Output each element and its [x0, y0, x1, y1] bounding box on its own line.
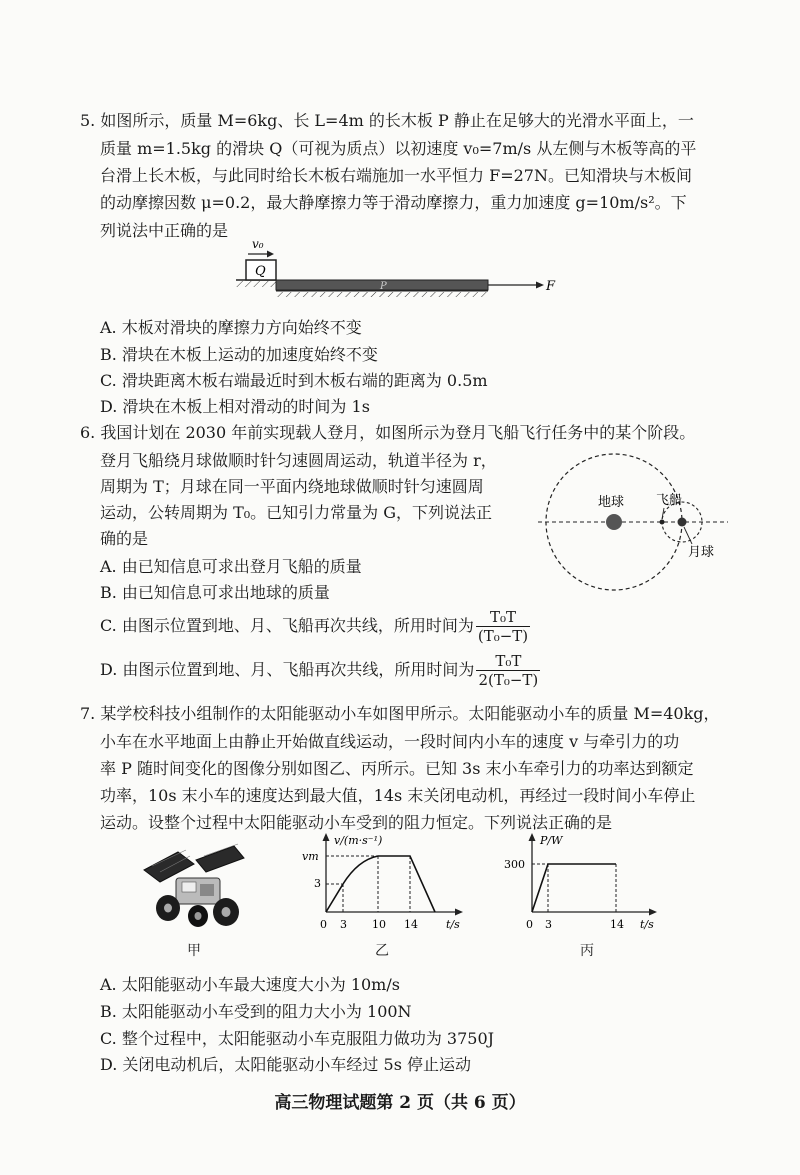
- p-graph-x0: 0: [526, 918, 533, 931]
- q6-line-5: 确的是: [100, 529, 149, 548]
- q7-line-4: 功率，10s 末小车的速度达到最大值，14s 末关闭电动机，再经过一段时间小车停止: [100, 786, 696, 805]
- q5-option-a[interactable]: A. 木板对滑块的摩擦力方向始终不变: [100, 318, 362, 337]
- v-graph-x0: 0: [320, 918, 327, 931]
- caption-yi: 乙: [375, 943, 389, 959]
- moon-label: 月球: [688, 545, 715, 560]
- q6-option-d-numerator: T₀T: [476, 652, 540, 671]
- v-graph-xlabel: t/s: [446, 918, 460, 931]
- platform-hatch: [236, 281, 276, 287]
- ship-icon: [660, 520, 665, 525]
- q5-option-b[interactable]: B. 滑块在木板上运动的加速度始终不变: [100, 345, 378, 364]
- page-footer: 高三物理试题第 2 页（共 6 页）: [274, 1093, 526, 1113]
- v0-label: v₀: [252, 237, 264, 251]
- v-graph-x14: 14: [404, 918, 418, 931]
- earth-icon: [606, 514, 622, 530]
- p-graph-curve: [532, 864, 616, 912]
- p-graph-ylabel: P/W: [540, 834, 563, 847]
- velocity-time-graph: [300, 830, 470, 940]
- v-graph-vm-label: vm: [302, 850, 319, 863]
- q7-line-3: 率 P 随时间变化的图像分别如图乙、丙所示。已知 3s 末小车牵引力的功率达到额定: [100, 759, 694, 778]
- caption-bing: 丙: [580, 943, 594, 959]
- caption-jia: 甲: [187, 943, 201, 959]
- q6-line-2: 登月飞船绕月球做顺时针匀速圆周运动，轨道半径为 r，: [100, 451, 497, 470]
- v-graph-x10: 10: [372, 918, 386, 931]
- ground-hatch: [276, 292, 488, 297]
- q7-option-c[interactable]: C. 整个过程中，太阳能驱动小车克服阻力做功为 3750J: [100, 1029, 495, 1048]
- q6-option-c[interactable]: [100, 608, 530, 645]
- q7-option-b[interactable]: B. 太阳能驱动小车受到的阻力大小为 100N: [100, 1002, 412, 1021]
- q6-option-d-fraction: [476, 652, 540, 689]
- q7-line-5: 运动。设整个过程中太阳能驱动小车受到的阻力恒定。下列说法正确的是: [100, 813, 613, 832]
- q5-line-3: 台滑上长木板，与此同时给长木板右端施加一水平恒力 F=27N。已知滑块与木板间: [100, 166, 692, 185]
- q6-option-d[interactable]: [100, 652, 540, 689]
- q7-line-2: 小车在水平地面上由静止开始做直线运动，一段时间内小车的速度 v 与牵引力的功: [100, 732, 680, 751]
- q7-line-1: 7. 某学校科技小组制作的太阳能驱动小车如图甲所示。太阳能驱动小车的质量 M=40kg，: [80, 704, 720, 723]
- moon-icon: [678, 518, 687, 527]
- block-q-label: Q: [255, 264, 266, 279]
- q7-option-a[interactable]: A. 太阳能驱动小车最大速度大小为 10m/s: [100, 975, 400, 994]
- q5-option-c[interactable]: C. 滑块距离木板右端最近时到木板右端的距离为 0.5m: [100, 371, 488, 390]
- p-graph-xlabel: t/s: [640, 918, 654, 931]
- q5-option-d[interactable]: D. 滑块在木板上相对滑动的时间为 1s: [100, 397, 370, 416]
- q7-option-d[interactable]: D. 关闭电动机后，太阳能驱动小车经过 5s 停止运动: [100, 1055, 471, 1074]
- earth-label: 地球: [598, 495, 625, 510]
- force-label: F: [546, 279, 556, 294]
- q6-option-c-fraction: [476, 608, 530, 645]
- q6-option-c-text: C. 由图示位置到地、月、飞船再次共线，所用时间为: [100, 616, 474, 635]
- q6-option-d-denominator: 2(T₀−T): [478, 671, 539, 689]
- q6-option-a[interactable]: A. 由已知信息可求出登月飞船的质量: [100, 557, 362, 576]
- q6-option-b[interactable]: B. 由已知信息可求出地球的质量: [100, 583, 330, 602]
- q6-option-c-denominator: (T₀−T): [477, 627, 529, 645]
- power-time-graph: [500, 830, 670, 940]
- q5-line-4: 的动摩擦因数 μ=0.2，最大静摩擦力等于滑动摩擦力，重力加速度 g=10m/s²。下: [100, 193, 687, 212]
- q6-line-4: 运动，公转周期为 T₀。已知引力常量为 G，下列说法正: [100, 503, 493, 522]
- p-graph-300-label: 300: [504, 858, 525, 871]
- p-graph-x3: 3: [545, 918, 552, 931]
- p-graph-x14: 14: [610, 918, 624, 931]
- solar-car-image: [140, 842, 250, 938]
- q5-board-figure: [230, 234, 570, 300]
- q6-option-c-numerator: T₀T: [476, 608, 530, 627]
- q6-option-d-text: D. 由图示位置到地、月、飞船再次共线，所用时间为: [100, 660, 475, 679]
- q6-orbit-figure: [538, 450, 738, 610]
- q6-line-3: 周期为 T；月球在同一平面内绕地球做顺时针匀速圆周: [100, 477, 484, 496]
- board-p-label: P: [380, 281, 387, 292]
- v-graph-x3: 3: [340, 918, 347, 931]
- q5-line-5: 列说法中正确的是: [100, 221, 229, 240]
- q5-line-2: 质量 m=1.5kg 的滑块 Q（可视为质点）以初速度 v₀=7m/s 从左侧与木板等高的平: [100, 139, 697, 158]
- v-graph-3-label: 3: [314, 877, 321, 890]
- ship-label: 飞船: [656, 493, 683, 508]
- q6-line-1: 6. 我国计划在 2030 年前实现载人登月，如图所示为登月飞船飞行任务中的某个阶段。: [80, 423, 696, 442]
- v-graph-ylabel: v/(m·s⁻¹): [334, 834, 383, 847]
- q5-line-1: 5. 如图所示，质量 M=6kg、长 L=4m 的长木板 P 静止在足够大的光滑水平面上，一: [80, 111, 694, 130]
- v-graph-curve: [326, 856, 435, 912]
